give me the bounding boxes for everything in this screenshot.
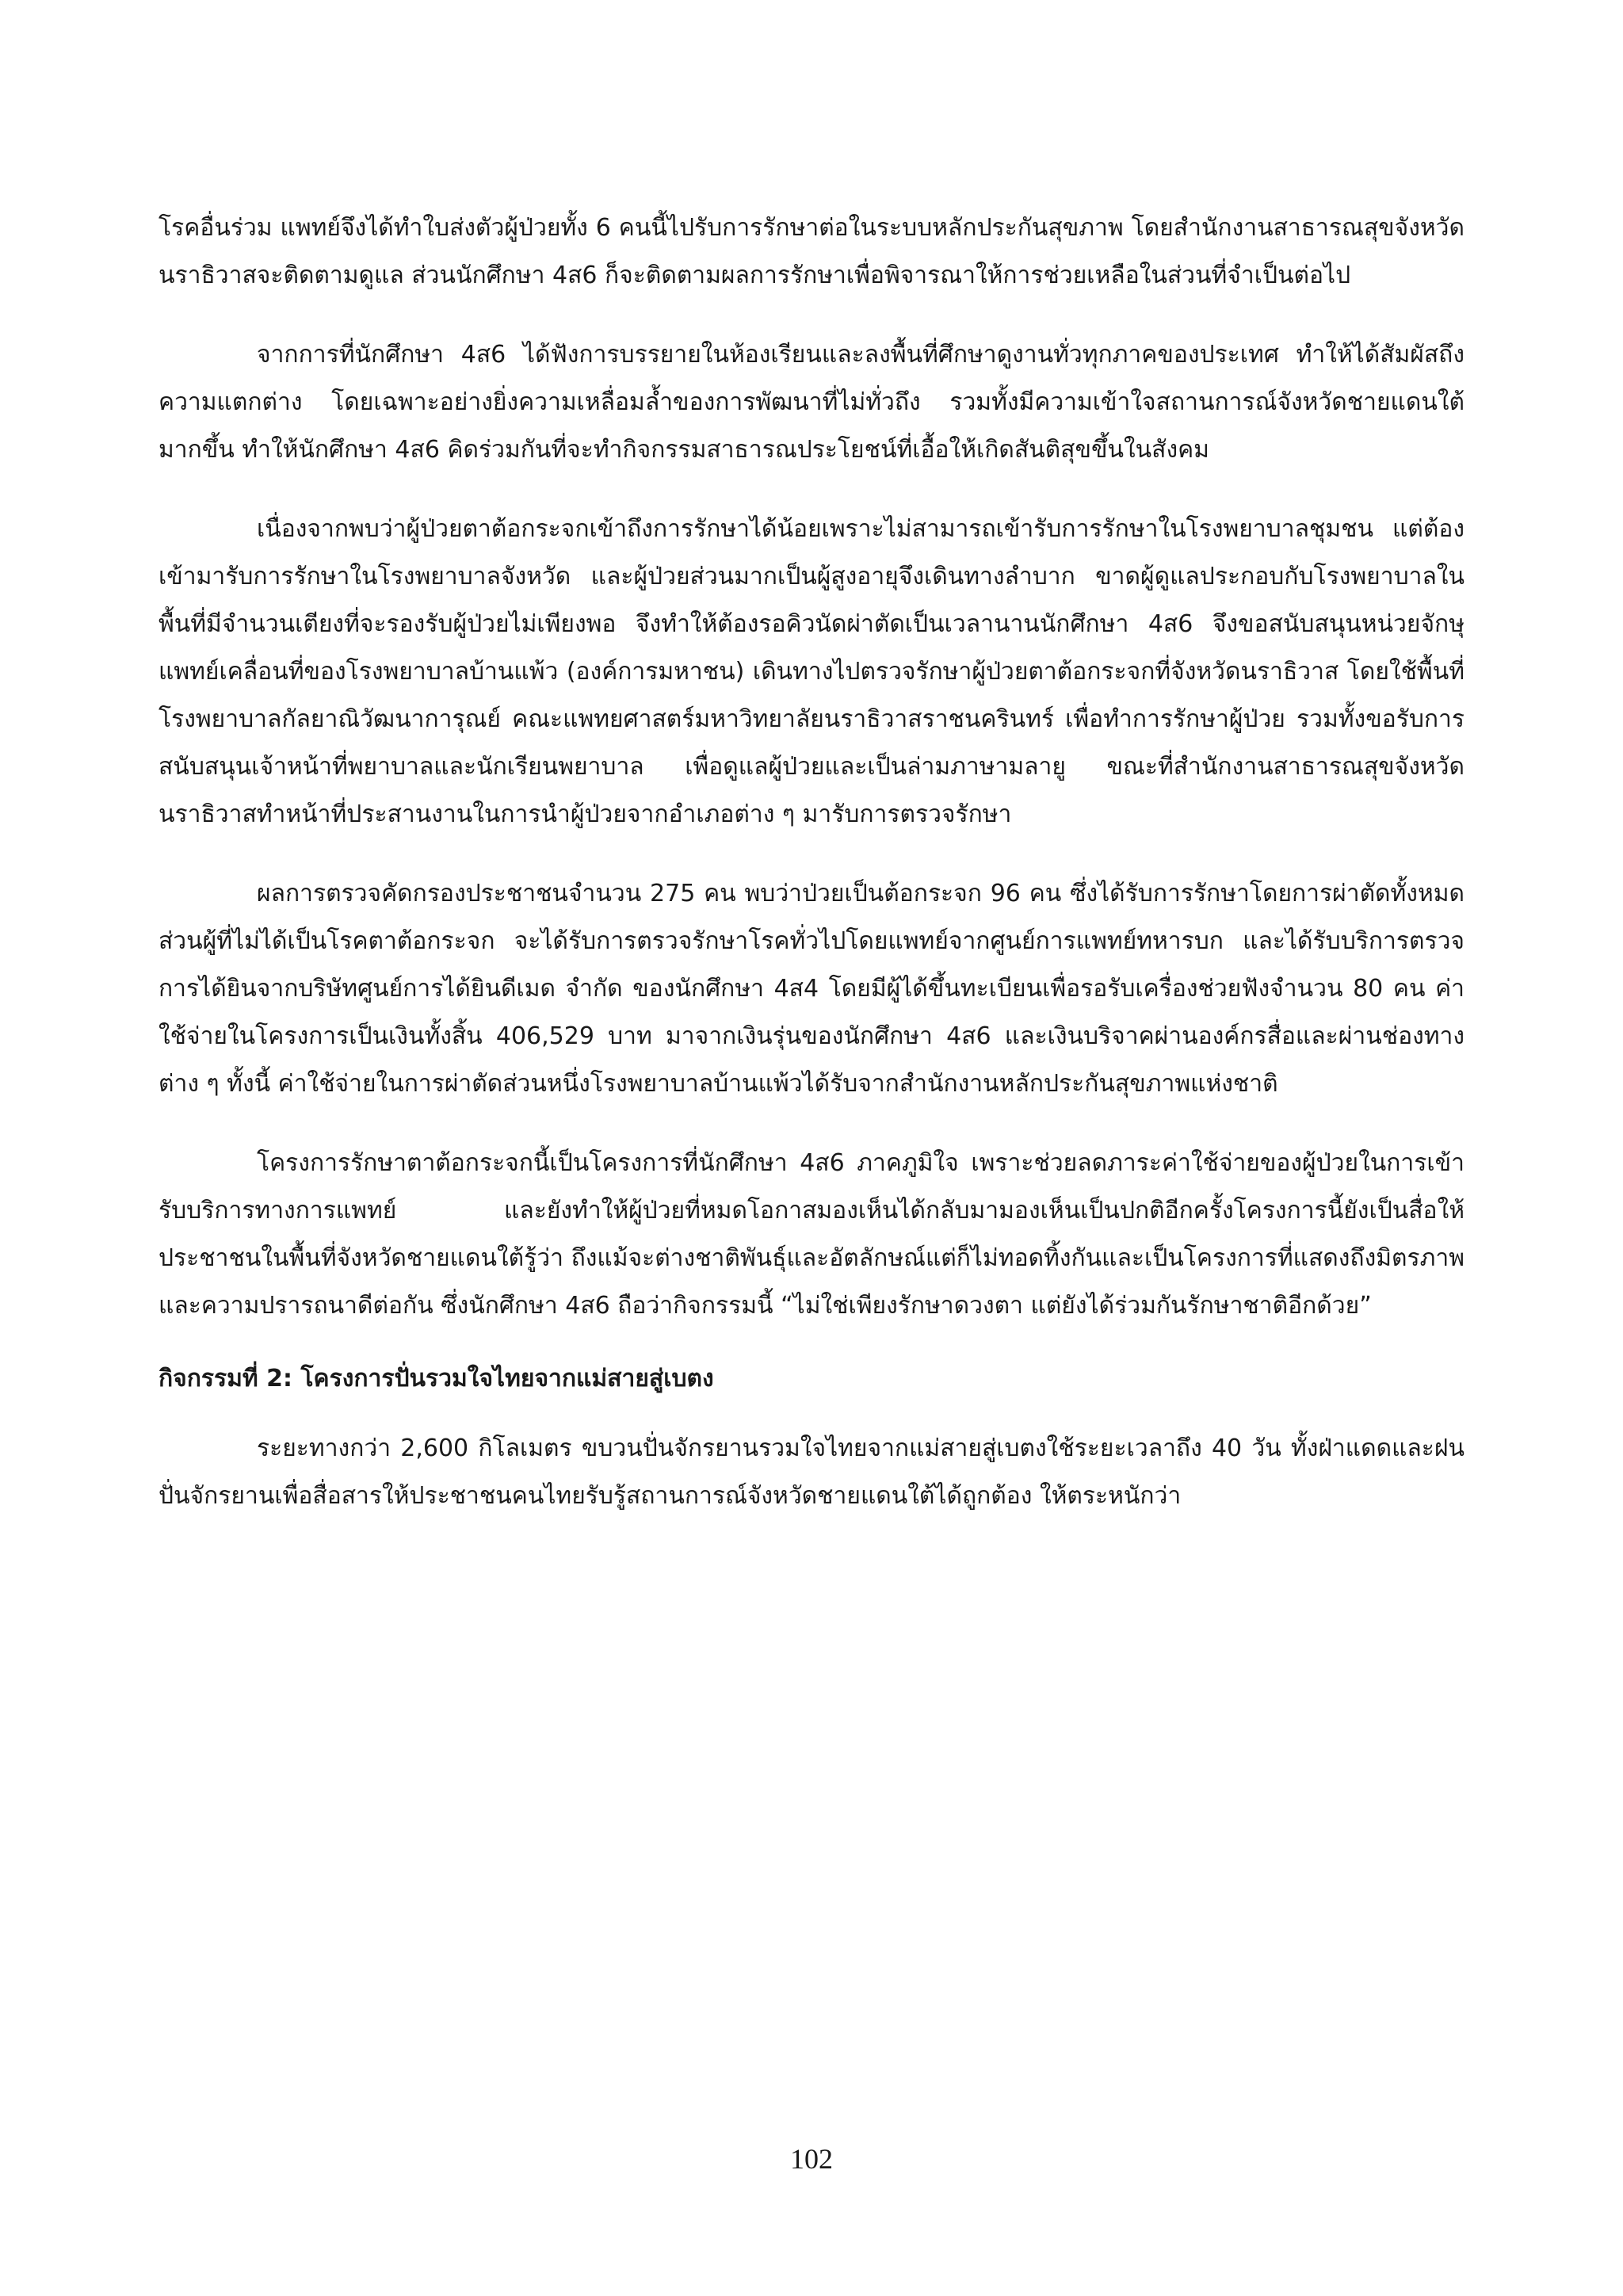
document-page xyxy=(158,204,1465,1520)
paragraph-cataract-background: เนื่องจากพบว่าผู้ป่วยตาต้อกระจกเข้าถึงการรักษาได้น้อยเพราะไม่สามารถเข้ารับการรักษาในโรงพยาบาลชุมชน แต่ต้องเข้ามารับการรักษาในโรงพยาบาลจังหวัด และผู้ป่วยส่วนมากเป็นผู้สูงอายุจึงเดินทางลำบาก ขาดผู้ดูแลประกอบกับโรงพยาบาลในพื้นที่มีจำนวนเตียงที่จะรองรับผู้ป่วยไม่เพียงพอ จึงทำให้ต้องรอคิวนัดผ่าตัดเป็นเวลานานนักศึกษา 4ส6 จึงขอสนับสนุนหน่วยจักษุแพทย์เคลื่อนที่ของโรงพยาบาลบ้านแพ้ว (องค์การมหาชน) เดินทางไปตรวจรักษาผู้ป่วยตาต้อกระจกที่จังหวัดนราธิวาส โดยใช้พื้นที่โรงพยาบาลกัลยาณิวัฒนาการุณย์ คณะแพทยศาสตร์มหาวิทยาลัยนราธิวาสราชนครินทร์ เพื่อทำการรักษาผู้ป่วย รวมทั้งขอรับการสนับสนุนเจ้าหน้าที่พยาบาลและนักเรียนพยาบาล เพื่อดูแลผู้ป่วยและเป็นล่ามภาษามลายู ขณะที่สำนักงานสาธารณสุขจังหวัดนราธิวาสทำหน้าที่ประสานงานในการนำผู้ป่วยจากอำเภอต่าง ๆ มารับการตรวจรักษา xyxy=(158,515,1465,828)
paragraph-screening-results: ผลการตรวจคัดกรองประชาชนจำนวน 275 คน พบว่าป่วยเป็นต้อกระจก 96 คน ซึ่งได้รับการรักษาโดยการผ่าตัดทั้งหมด ส่วนผู้ที่ไม่ได้เป็นโรคตาต้อกระจก จะได้รับการตรวจรักษาโรคทั่วไปโดยแพทย์จากศูนย์การแพทย์ทหารบก และได้รับบริการตรวจการได้ยินจากบริษัทศูนย์การได้ยินดีเมด จำกัด ของนักศึกษา 4ส4 โดยมีผู้ได้ขึ้นทะเบียนเพื่อรอรับเครื่องช่วยฟังจำนวน 80 คน ค่าใช้จ่ายในโครงการเป็นเงินทั้งสิ้น 406,529 บาท มาจากเงินรุ่นของนักศึกษา 4ส6 และเงินบริจาคผ่านองค์กรสื่อและผ่านช่องทางต่าง ๆ ทั้งนี้ ค่าใช้จ่ายในการผ่าตัดส่วนหนึ่งโรงพยาบาลบ้านแพ้วได้รับจากสำนักงานหลักประกันสุขภาพแห่งชาติ xyxy=(158,880,1465,1098)
paragraph-cycling-project: ระยะทางกว่า 2,600 กิโลเมตร ขบวนปั่นจักรยานรวมใจไทยจากแม่สายสู่เบตงใช้ระยะเวลาถึง 40 วัน ทั้งฝ่าแดดและฝนปั่นจักรยานเพื่อสื่อสารให้ประชาชนคนไทยรับรู้สถานการณ์จังหวัดชายแดนใต้ได้ถูกต้อง ให้ตระหนักว่า xyxy=(158,1435,1465,1510)
paragraph-continuation: โรคอื่นร่วม แพทย์จึงได้ทำใบส่งตัวผู้ป่วยทั้ง 6 คนนี้ไปรับการรักษาต่อในระบบหลักประกันสุขภาพ โดยสำนักงานสาธารณสุขจังหวัดนราธิวาสจะติดตามดูแล ส่วนนักศึกษา 4ส6 ก็จะติดตามผลการรักษาเพื่อพิจารณาให้การช่วยเหลือในส่วนที่จำเป็นต่อไป xyxy=(158,214,1465,289)
section-heading-activity-2: กิจกรรมที่ 2: โครงการปั่นรวมใจไทยจากแม่สายสู่เบตง xyxy=(158,1365,714,1392)
page-number: 102 xyxy=(790,2143,833,2175)
paragraph-student-experience: จากการที่นักศึกษา 4ส6 ได้ฟังการบรรยายในห้องเรียนและลงพื้นที่ศึกษาดูงานทั่วทุกภาคของประเทศ ทำให้ได้สัมผัสถึงความแตกต่าง โดยเฉพาะอย่างยิ่งความเหลื่อมล้ำของการพัฒนาที่ไม่ทั่วถึง รวมทั้งมีความเข้าใจสถานการณ์จังหวัดชายแดนใต้มากขึ้น ทำให้นักศึกษา 4ส6 คิดร่วมกันที่จะทำกิจกรรมสาธารณประโยชน์ที่เอื้อให้เกิดสันติสุขขึ้นในสังคม xyxy=(158,341,1465,464)
paragraph-project-pride: โครงการรักษาตาต้อกระจกนี้เป็นโครงการที่นักศึกษา 4ส6 ภาคภูมิใจ เพราะช่วยลดภาระค่าใช้จ่ายของผู้ป่วยในการเข้ารับบริการทางการแพทย์ และยังทำให้ผู้ป่วยที่หมดโอกาสมองเห็นได้กลับมามองเห็นเป็นปกติอีกครั้งโครงการนี้ยังเป็นสื่อให้ประชาชนในพื้นที่จังหวัดชายแดนใต้รู้ว่า ถึงแม้จะต่างชาติพันธุ์และอัตลักษณ์แต่ก็ไม่ทอดทิ้งกันและเป็นโครงการที่แสดงถึงมิตรภาพและความปรารถนาดีต่อกัน ซึ่งนักศึกษา 4ส6 ถือว่ากิจกรรมนี้ “ไม่ใช่เพียงรักษาดวงตา แต่ยังได้ร่วมกันรักษาชาติอีกด้วย” xyxy=(158,1149,1465,1320)
